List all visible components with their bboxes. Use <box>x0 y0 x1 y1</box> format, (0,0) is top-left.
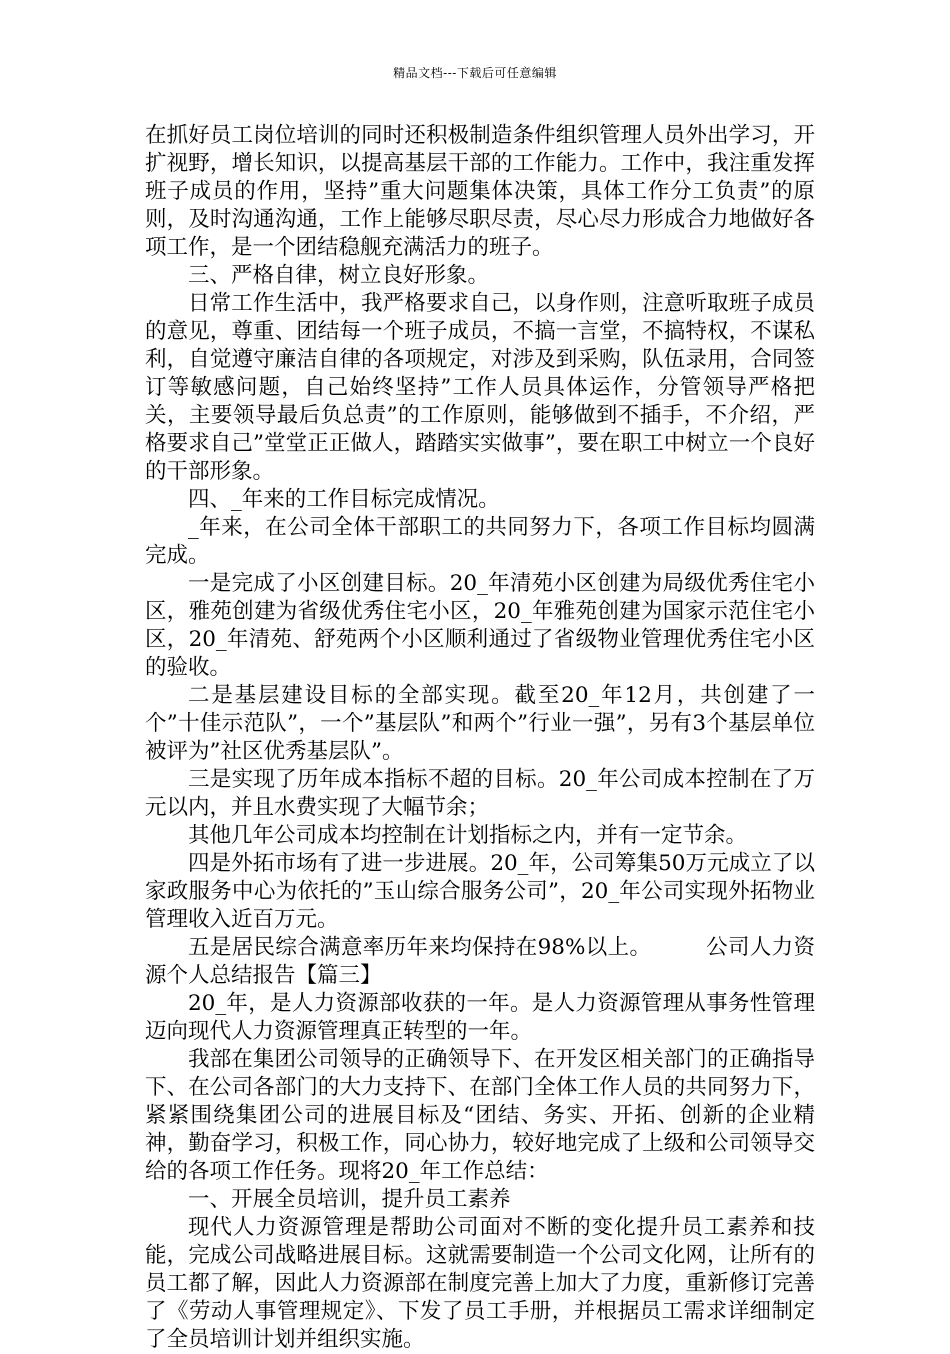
paragraph: 三是实现了历年成本指标不超的目标。20_年公司成本控制在了万元以内，并且水费实现了大幅节余； <box>145 767 815 820</box>
paragraph: 四、_年来的工作目标完成情况。 <box>188 487 500 512</box>
paragraph: 其他几年公司成本均控制在计划指标之内，并有一定节余。 <box>188 823 748 848</box>
paragraph: 五是居民综合满意率历年来均保持在98%以上。 公司人力资源个人总结报告【篇三】 <box>145 935 815 988</box>
document-body <box>145 122 815 1354</box>
paragraph: 日常工作生活中，我严格要求自己，以身作则，注意听取班子成员的意见，尊重、团结每一个班子成员，不搞一言堂，不搞特权，不谋私利，自觉遵守廉洁自律的各项规定，对涉及到采购，队伍录用，合同签订等敏感问题，自己始终坚持”工作人员具体运作，分管领导严格把关，主要领导最后负总责”的工作原则，能够做到不插手，不介绍，严格要求自己”堂堂正正做人，踏踏实实做事”，要在职工中树立一个良好的干部形象。 <box>145 291 815 484</box>
paragraph: 三、严格自律，树立良好形象。 <box>188 263 490 288</box>
paragraph: 四是外拓市场有了进一步进展。20_年，公司筹集50万元成立了以家政服务中心为依托的”玉山综合服务公司”，20_年公司实现外拓物业管理收入近百万元。 <box>145 851 815 932</box>
paragraph: _年来，在公司全体干部职工的共同努力下，各项工作目标均圆满完成。 <box>145 515 815 568</box>
paragraph: 一、开展全员培训，提升员工素养 <box>188 1187 511 1212</box>
paragraph: 一是完成了小区创建目标。20_年清苑小区创建为局级优秀住宅小区，雅苑创建为省级优秀住宅小区，20_年雅苑创建为国家示范住宅小区，20_年清苑、舒苑两个小区顺利通过了省级物业管理优秀住宅小区的验收。 <box>145 571 815 680</box>
paragraph: 20_年，是人力资源部收获的一年。是人力资源管理从事务性管理迈向现代人力资源管理真正转型的一年。 <box>145 991 815 1044</box>
paragraph: 在抓好员工岗位培训的同时还积极制造条件组织管理人员外出学习，开扩视野，增长知识，以提高基层干部的工作能力。工作中，我注重发挥班子成员的作用，坚持”重大问题集体决策，具体工作分工负责”的原则，及时沟通沟通，工作上能够尽职尽责，尽心尽力形成合力地做好各项工作，是一个团结稳舰充满活力的班子。 <box>145 123 815 260</box>
paragraph: 我部在集团公司领导的正确领导下、在开发区相关部门的正确指导下、在公司各部门的大力支持下、在部门全体工作人员的共同努力下，紧紧围绕集团公司的进展目标及“团结、务实、开拓、创新的企业精神，勤奋学习，积极工作，同心协力，较好地完成了上级和公司领导交给的各项工作任务。现将20_年工作总结： <box>145 1047 815 1184</box>
paragraph: 二是基层建设目标的全部实现。截至20_年12月，共创建了一个”十佳示范队”，一个”基层队”和两个”行业一强”，另有3个基层单位被评为”社区优秀基层队”。 <box>145 683 815 764</box>
paragraph: 现代人力资源管理是帮助公司面对不断的变化提升员工素养和技能，完成公司战略进展目标。这就需要制造一个公司文化网，让所有的员工都了解，因此人力资源部在制度完善上加大了力度，重新修订完善了《劳动人事管理规定》、下发了员工手册，并根据员工需求详细制定了全员培训计划并组织实施。 <box>145 1215 815 1352</box>
page-header: 精品文档---下载后可任意编辑 <box>393 66 557 80</box>
